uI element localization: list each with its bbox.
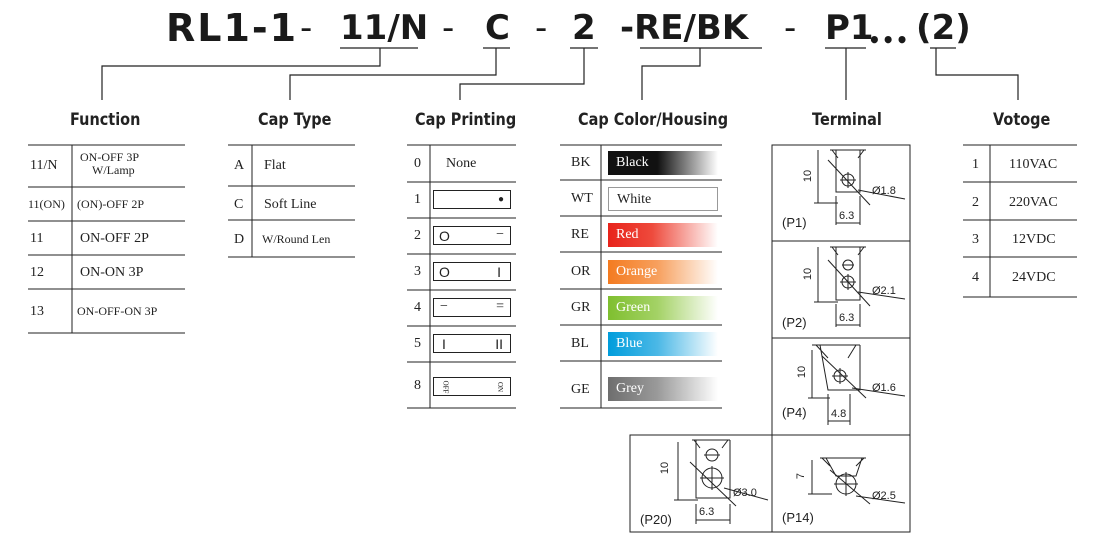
- color-code: BL: [571, 336, 589, 351]
- voltage-desc: 110VAC: [1009, 157, 1058, 172]
- terminal-dia-p4: Ø1.6: [872, 382, 896, 394]
- header-cap-type: Cap Type: [258, 110, 332, 130]
- cap-type-code: C: [234, 197, 244, 212]
- color-swatch-red: Red: [608, 223, 718, 247]
- printing-symbol-2: [433, 226, 511, 245]
- code-model: RL1-1: [166, 6, 299, 50]
- terminal-dia-p14: Ø2.5: [872, 490, 896, 502]
- function-code: 11(ON): [28, 197, 65, 211]
- function-code: 13: [30, 304, 44, 319]
- header-cap-printing: Cap Printing: [415, 110, 517, 130]
- function-desc: ON-ON 3P: [80, 265, 144, 280]
- cap-type-code: D: [234, 232, 245, 247]
- printing-code: 8: [414, 378, 421, 393]
- terminal-height-p1: 10: [802, 169, 815, 183]
- color-swatch-white: White: [608, 187, 718, 211]
- terminal-label-p20: (P20): [640, 512, 672, 527]
- printing-code: 2: [414, 228, 421, 243]
- color-code: WT: [571, 191, 593, 206]
- terminal-label-p2: (P2): [782, 315, 807, 330]
- printing-symbol-8: [433, 377, 511, 396]
- printing-code: 1: [414, 192, 421, 207]
- symbol-i: I: [497, 264, 501, 280]
- symbol-equals: =: [496, 299, 504, 314]
- terminal-dia-p1: Ø1.8: [872, 185, 896, 197]
- terminal-height-p20: 10: [659, 461, 672, 475]
- function-desc: ON-OFF 3P: [80, 150, 140, 164]
- header-cap-color-housing: Cap Color/Housing: [578, 110, 729, 130]
- printing-code: 0: [414, 156, 421, 171]
- color-swatch-grey: Grey: [608, 377, 718, 401]
- symbol-o: O: [439, 264, 450, 280]
- code-dots: •••: [868, 28, 910, 52]
- printing-desc: None: [446, 156, 477, 171]
- symbol-on: ON: [495, 381, 504, 393]
- function-code: 11: [30, 231, 44, 246]
- code-voltage: (2): [916, 8, 971, 48]
- header-terminal: Terminal: [812, 110, 882, 130]
- terminal-height-p14: 7: [795, 472, 808, 480]
- header-voltage: Votoge: [993, 110, 1051, 130]
- code-function: 11/N: [340, 8, 429, 48]
- voltage-code: 3: [972, 232, 979, 247]
- code-color: -RE/BK: [620, 8, 749, 48]
- voltage-code: 2: [972, 195, 979, 210]
- symbol-dot: ●: [497, 194, 504, 205]
- terminal-width-p1: 6.3: [839, 210, 855, 222]
- terminal-label-p14: (P14): [782, 510, 814, 525]
- function-desc-2: W/Lamp: [92, 163, 135, 177]
- code-dash: -: [442, 8, 455, 48]
- printing-symbol-3: [433, 262, 511, 281]
- color-code: GE: [571, 382, 590, 397]
- function-desc: (ON)-OFF 2P: [77, 197, 145, 211]
- voltage-desc: 12VDC: [1012, 232, 1056, 247]
- function-code: 12: [30, 265, 44, 280]
- color-swatch-green: Green: [608, 296, 718, 320]
- color-swatch-blue: Blue: [608, 332, 718, 356]
- cap-type-code: A: [234, 158, 245, 173]
- printing-code: 3: [414, 264, 421, 279]
- color-code: BK: [571, 155, 591, 170]
- cap-type-desc: W/Round Len: [262, 232, 331, 246]
- terminal-width-p4: 4.8: [831, 408, 847, 420]
- header-function: Function: [70, 110, 141, 130]
- code-cap-type: C: [485, 8, 510, 48]
- printing-code: 5: [414, 336, 421, 351]
- function-code: 11/N: [30, 158, 58, 173]
- voltage-code: 1: [972, 157, 979, 172]
- code-terminal: P1: [825, 8, 874, 48]
- terminal-dia-p20: Ø3.0: [733, 487, 757, 499]
- symbol-minus: −: [440, 299, 448, 314]
- printing-symbol-1: [433, 190, 511, 209]
- terminal-width-p20: 6.3: [699, 506, 715, 518]
- printing-symbol-5: [433, 334, 511, 353]
- function-desc: ON-OFF 2P: [80, 231, 149, 246]
- voltage-code: 4: [972, 270, 979, 285]
- terminal-label-p4: (P4): [782, 405, 807, 420]
- color-code: OR: [571, 264, 591, 279]
- cap-type-desc: Flat: [264, 158, 286, 173]
- printing-code: 4: [414, 300, 421, 315]
- color-swatch-orange: Orange: [608, 260, 718, 284]
- voltage-desc: 220VAC: [1009, 195, 1058, 210]
- symbol-i: I: [442, 336, 446, 352]
- voltage-desc: 24VDC: [1012, 270, 1056, 285]
- code-cap-printing: 2: [572, 8, 596, 48]
- symbol-o: O: [439, 228, 450, 244]
- symbol-minus: −: [496, 227, 504, 242]
- code-dash: -: [784, 8, 797, 48]
- color-swatch-black: Black: [608, 151, 718, 175]
- symbol-ii: II: [495, 336, 503, 352]
- cap-type-desc: Soft Line: [264, 197, 317, 212]
- color-code: RE: [571, 227, 589, 242]
- terminal-height-p2: 10: [802, 267, 815, 281]
- symbol-off: OFF: [441, 380, 450, 394]
- color-code: GR: [571, 300, 591, 315]
- terminal-p20-drawing: [674, 440, 768, 524]
- code-dash: -: [535, 8, 548, 48]
- terminal-dia-p2: Ø2.1: [872, 285, 896, 297]
- code-dash: -: [300, 8, 313, 48]
- function-desc: ON-OFF-ON 3P: [77, 304, 158, 318]
- terminal-width-p2: 6.3: [839, 312, 855, 324]
- terminal-label-p1: (P1): [782, 215, 807, 230]
- printing-symbol-4: [433, 298, 511, 317]
- terminal-height-p4: 10: [796, 365, 809, 379]
